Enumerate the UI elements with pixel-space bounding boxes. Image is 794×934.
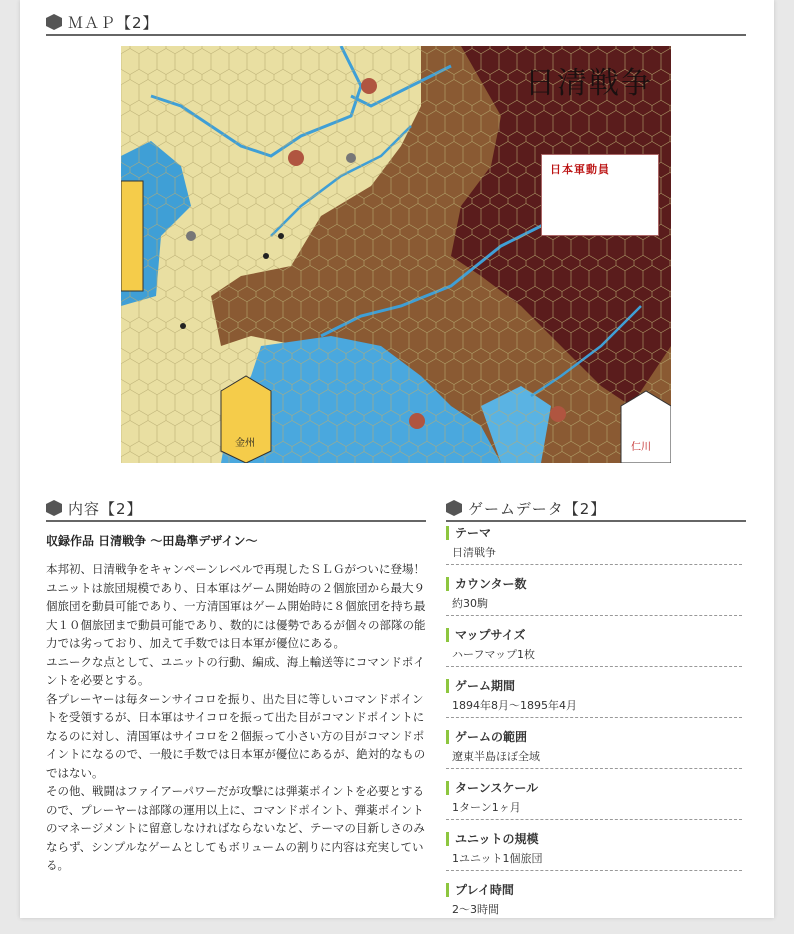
- game-data-item: [446, 679, 746, 730]
- game-data-value: 1894年8月～1895年4月: [452, 699, 577, 712]
- product-title: 収録作品 日清戦争 ～田島準デザイン～: [46, 534, 258, 548]
- game-map-image: [121, 46, 671, 463]
- game-data-section-header: [446, 496, 746, 522]
- game-data-item: [446, 628, 746, 679]
- game-data-value: 遼東半島ほぼ全域: [452, 750, 540, 763]
- game-data-label: ゲーム期間: [446, 679, 515, 693]
- dotted-divider: [446, 870, 742, 871]
- game-data-item: [446, 832, 746, 883]
- game-data-item: [446, 526, 746, 577]
- game-data-value: 2～3時間: [452, 903, 499, 916]
- game-data-item: [446, 883, 746, 934]
- content-body-text: 本邦初、日清戦争をキャンペーンレベルで再現したＳＬＧがついに登場！ ユニットは旅団規模であり、日本軍はゲーム開始時の２個旅団から最大９個旅団を動員可能であり、一方清国軍はゲーム開始時に８個旅団を持ち最大１０個旅団まで動員可能であり、数的には優勢であるが個々の部隊の能力では劣っており、加えて手数では日本軍が優位にある。 ユニークな点として、ユニットの行動、編成、海上輸送等にコマンドポイントを必要とする。 各プレーヤーは毎ターンサイコロを振り、出た目に等しいコマンドポイントを受領するが、日本軍はサイコロを振って出た目がコマンドポイントになるのに対し、清国軍はサイコロを２個振って小さい方の目がコマンドポイントになるので、一般に手数では日本軍が優位にあるが、絶対的なものではない。 その他、戦闘はファイアーパワーだが攻撃には弾薬ポイントを必要とするので、プレーヤーは部隊の運用以上に、コマンドポイント、弾薬ポイントのマネージメントに留意しなければならないなど、テーマの目新しさのみならず、シンプルなゲームとしてもボリュームの割りに内容は充実している。: [46, 562, 426, 872]
- port-label-left: 金州: [235, 438, 255, 449]
- game-data-item: [446, 577, 746, 628]
- port-label-right: 仁川: [631, 442, 651, 453]
- game-data-label: ターンスケール: [446, 781, 538, 795]
- hexagon-bullet-icon: [446, 500, 462, 516]
- game-data-value: 1ユニット1個旅団: [452, 852, 543, 865]
- game-data-value: 日清戦争: [452, 546, 496, 559]
- page: [20, 0, 774, 918]
- game-data-label: カウンター数: [446, 577, 527, 591]
- dotted-divider: [446, 615, 742, 616]
- game-data-label: ユニットの規模: [446, 832, 539, 846]
- game-data-value: 約30駒: [452, 597, 488, 610]
- dotted-divider: [446, 717, 742, 718]
- dotted-divider: [446, 819, 742, 820]
- game-data-label: プレイ時間: [446, 883, 514, 897]
- hexagon-bullet-icon: [46, 500, 62, 516]
- dotted-divider: [446, 564, 742, 565]
- content-section-header: [46, 496, 426, 522]
- mobilization-label: 日本軍動員: [550, 163, 610, 176]
- game-data-list: [446, 526, 746, 934]
- game-data-value: ハーフマップ1枚: [452, 648, 536, 661]
- map-title-text: 日清戦争: [525, 66, 653, 101]
- dotted-divider: [446, 768, 742, 769]
- game-data-section-title: ゲームデータ【2】: [468, 499, 607, 518]
- map-section-title: ＭＡＰ【2】: [68, 13, 159, 32]
- game-data-item: [446, 730, 746, 781]
- game-data-value: 1ターン1ヶ月: [452, 801, 521, 814]
- map-drawing: [121, 46, 671, 463]
- dotted-divider: [446, 666, 742, 667]
- hexagon-bullet-icon: [46, 14, 62, 30]
- game-data-label: ゲームの範囲: [446, 730, 527, 744]
- game-data-label: マップサイズ: [446, 628, 526, 642]
- map-section-header: [46, 10, 746, 36]
- game-data-label: テーマ: [446, 526, 491, 540]
- game-data-item: [446, 781, 746, 832]
- content-section-title: 内容【2】: [68, 499, 143, 518]
- mobilization-box: [541, 154, 659, 236]
